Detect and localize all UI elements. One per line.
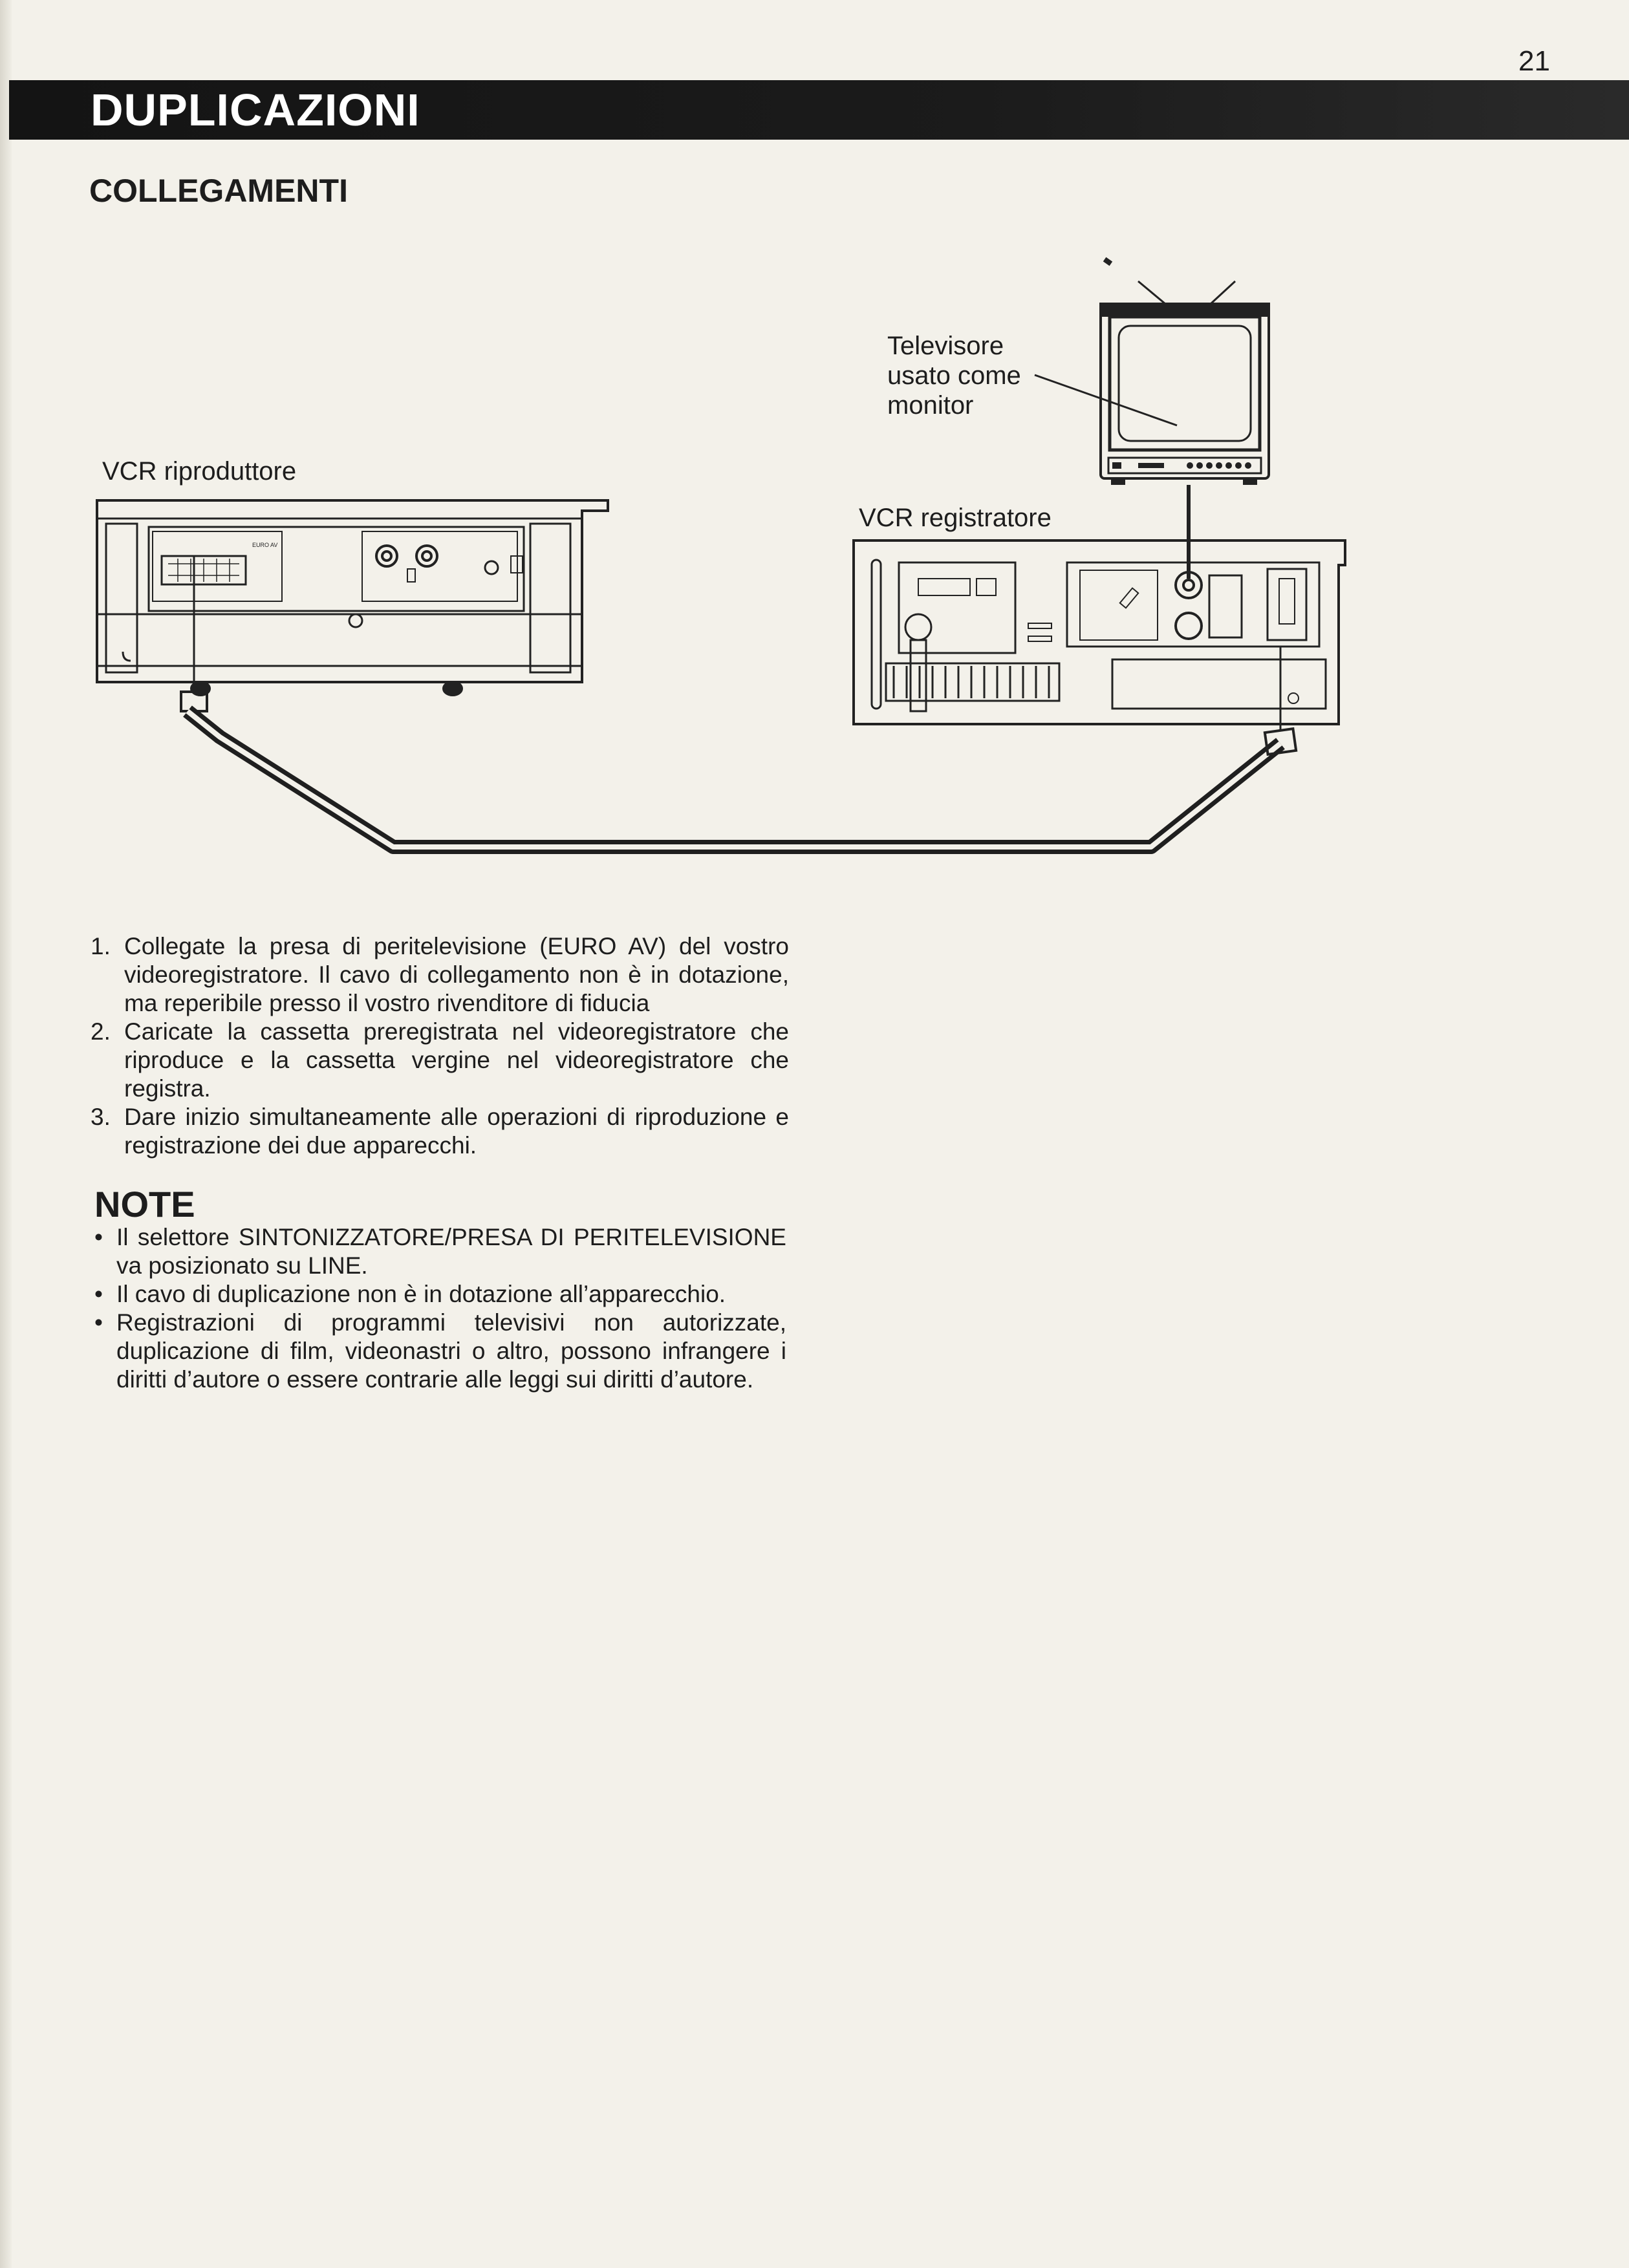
tv-label-line-1: Televisore [887, 332, 1004, 360]
note-item [94, 1223, 786, 1280]
instruction-number: 2. [91, 1018, 111, 1045]
connection-diagram [78, 252, 1371, 873]
bullet-icon: • [94, 1281, 103, 1307]
note-text: Il cavo di duplicazione non è in dotazione all’apparecchio. [116, 1281, 726, 1307]
vcr-recorder-label: VCR registratore [859, 504, 1052, 532]
tv-label-line-3: monitor [887, 391, 974, 420]
instruction-number: 3. [91, 1104, 111, 1130]
note-item [94, 1280, 786, 1309]
tv-label-line-2: usato come [887, 361, 1021, 390]
instruction-item [91, 1103, 789, 1160]
vcr-player-illustration [97, 500, 608, 695]
euro-av-port-label: EURO AV [252, 542, 278, 548]
instruction-number: 1. [91, 933, 111, 959]
bullet-icon: • [94, 1309, 103, 1336]
note-title: NOTE [94, 1184, 195, 1225]
note-list [94, 1223, 786, 1394]
page-edge-shadow [0, 0, 12, 2268]
vcr-player-label: VCR riproduttore [102, 457, 297, 486]
bullet-icon: • [94, 1224, 103, 1250]
note-item [94, 1309, 786, 1394]
section-title: COLLEGAMENTI [89, 173, 348, 209]
vcr-recorder-illustration [854, 540, 1345, 724]
note-text: Il selettore SINTONIZZATORE/PRESA DI PERITELEVISIONE va posizionato su LINE. [116, 1224, 786, 1279]
instruction-item [91, 1018, 789, 1103]
instruction-text: Caricate la cassetta preregistrata nel videoregistratore che riproduce e la cassetta vergine nel videoregistratore che registra. [124, 1018, 789, 1102]
instruction-text: Collegate la presa di peritelevisione (EURO AV) del vostro videoregistratore. Il cavo di collegamento non è in dotazione, ma reperibile presso il vostro rivenditore di fiducia [124, 933, 789, 1016]
tv-monitor-illustration [1101, 259, 1269, 485]
instruction-text: Dare inizio simultaneamente alle operazioni di riproduzione e registrazione dei due apparecchi. [124, 1104, 789, 1159]
note-text: Registrazioni di programmi televisivi non autorizzate, duplicazione di film, videonastri o altro, possono infrangere i diritti d’autore o essere contrarie alle leggi sui diritti d’autore. [116, 1309, 786, 1393]
header-title: DUPLICAZIONI [91, 85, 420, 135]
page-number: 21 [1518, 45, 1550, 77]
instruction-item [91, 932, 789, 1018]
instruction-list [91, 932, 789, 1160]
